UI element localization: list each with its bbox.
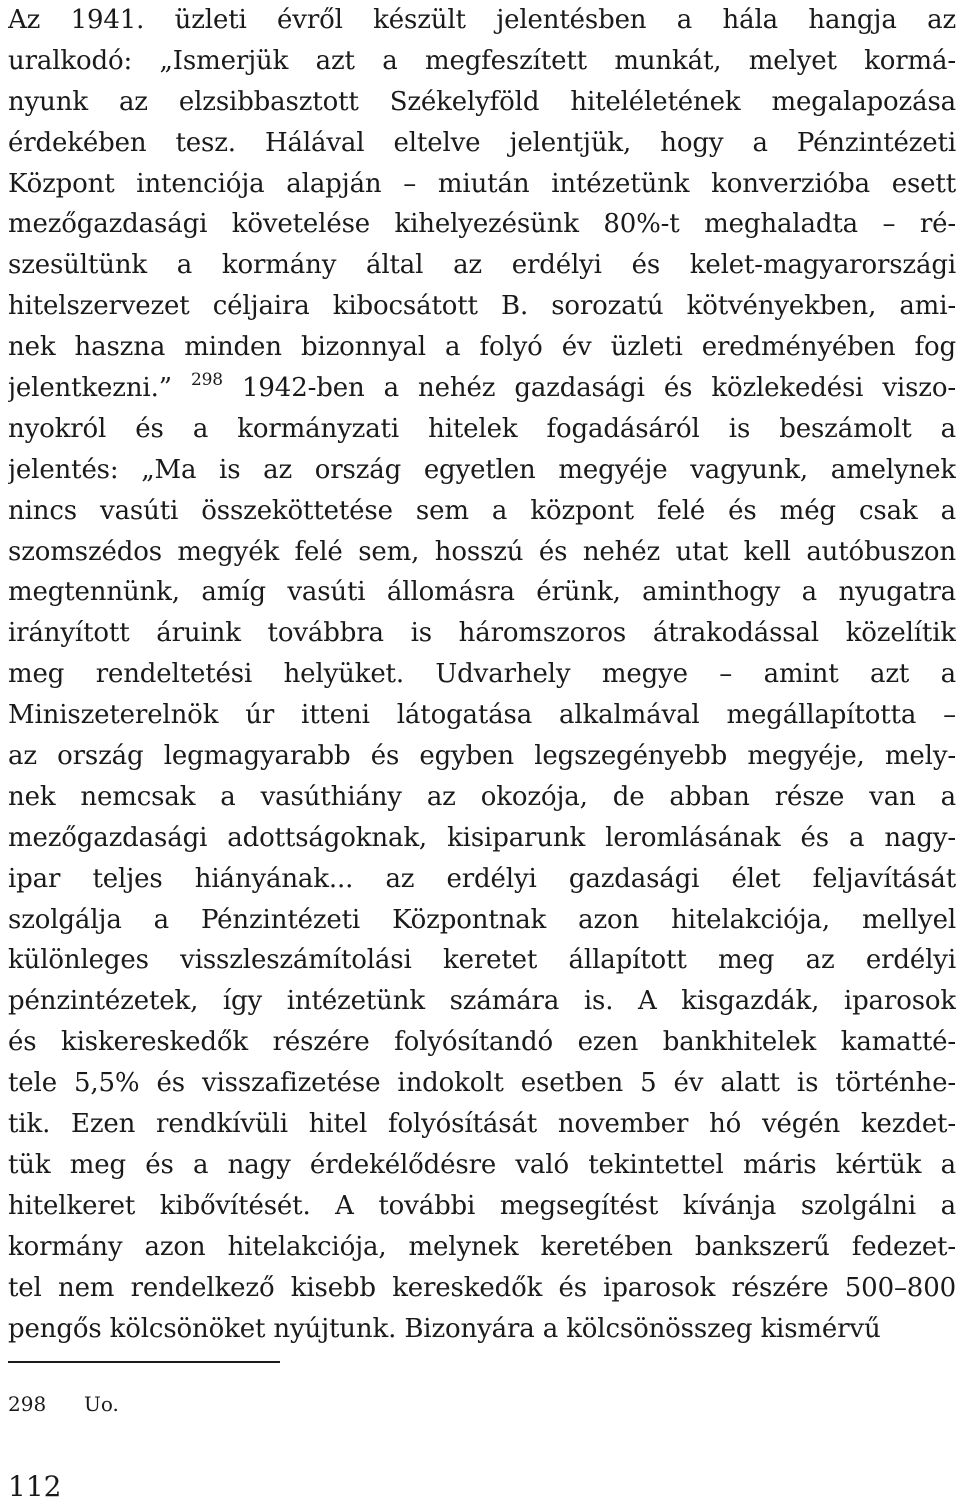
footnote-divider [8,1361,280,1363]
text-line-with-footnote [8,368,956,409]
text-line: mezőgazdasági követelése kihelyezésünk 80%-t meghaladta – ré- [8,209,956,240]
text-line: szesültünk a kormány által az erdélyi és kelet-magyarországi [8,250,956,281]
text-line: hitelkeret kibővítését. A további megsegítést kívánja szolgálni a [8,1190,956,1221]
text-line: Az 1941. üzleti évről készült jelentésben a hála hangja az [8,5,956,35]
text-line: kormány azon hitelakciója, melynek keretében bankszerű fedezet- [8,1231,956,1262]
text-line: hitelszervezet céljaira kibocsátott B. sorozatú kötvényekben, ami- [8,291,956,322]
text-line: jelentés: „Ma is az ország egyetlen megyéje vagyunk, amelynek [8,454,956,485]
text-line: uralkodó: „Ismerjük azt a megfeszített munkát, melyet kormá- [8,45,956,76]
text-fragment: jelentkezni.” [8,373,172,404]
text-line: Központ intenciója alapján – miután intézetünk konverzióba esett [8,168,956,199]
text-line: pengős kölcsönöket nyújtunk. Bizonyára a kölcsönösszeg kismérvű [8,1313,881,1344]
page-number: 112 [8,1470,62,1503]
text-line: nek nemcsak a vasúthiány az okozója, de abban része van a [8,781,956,812]
text-line: tel nem rendelkező kisebb kereskedők és iparosok részére 500–800 [8,1272,956,1303]
text-line: tik. Ezen rendkívüli hitel folyósítását november hó végén kezdet- [8,1109,956,1140]
text-line: nyokról és a kormányzati hitelek fogadásáról is beszámolt a [8,413,956,444]
text-line: nek haszna minden bizonnyal a folyó év üzleti eredményében fog [8,332,956,363]
text-line: szomszédos megyék felé sem, hosszú és nehéz utat kell autóbuszon [8,536,956,567]
text-line: meg rendeltetési helyüket. Udvarhely megye – amint azt a [8,659,956,690]
text-line: érdekében tesz. Hálával eltelve jelentjük, hogy a Pénzintézeti [8,127,956,158]
text-line: különleges visszleszámítolási keretet állapított meg az erdélyi [8,945,956,976]
text-line: ipar teljes hiányának... az erdélyi gazdasági élet feljavítását [8,863,956,894]
footnote-text: Uo. [84,1392,119,1416]
text-line: az ország legmagyarabb és egyben legszegényebb megyéje, mely- [8,741,956,772]
text-fragment: 1942-ben a nehéz gazdasági és közlekedési viszo- [242,373,956,404]
text-line: tele 5,5% és visszafizetése indokolt esetben 5 év alatt is történhe- [8,1068,956,1099]
text-line: tük meg és a nagy érdekélődésre való tekintettel máris kértük a [8,1149,956,1180]
text-line: szolgálja a Pénzintézeti Központnak azon hitelakciója, mellyel [8,904,956,935]
text-line: mezőgazdasági adottságoknak, kisiparunk leromlásának és a nagy- [8,822,956,853]
body-text [8,0,956,1349]
text-line: és kiskereskedők részére folyósítandó ezen bankhitelek kamatté- [8,1027,956,1058]
footnote [8,1390,119,1418]
text-line: Miniszeterelnök úr itteni látogatása alkalmával megállapította – [8,700,956,731]
text-line: irányított áruink továbbra is háromszoros átrakodással közelítik [8,618,956,649]
text-line: nyunk az elzsibbasztott Székelyföld hiteléletének megalapozása [8,86,956,117]
footnote-reference[interactable]: 298 [190,370,223,391]
footnote-number: 298 [8,1392,47,1416]
text-line: nincs vasúti összeköttetése sem a központ felé és még csak a [8,495,956,526]
text-line: megtennünk, amíg vasúti állomásra érünk, aminthogy a nyugatra [8,577,956,608]
text-line: pénzintézetek, így intézetünk számára is. A kisgazdák, iparosok [8,986,956,1017]
